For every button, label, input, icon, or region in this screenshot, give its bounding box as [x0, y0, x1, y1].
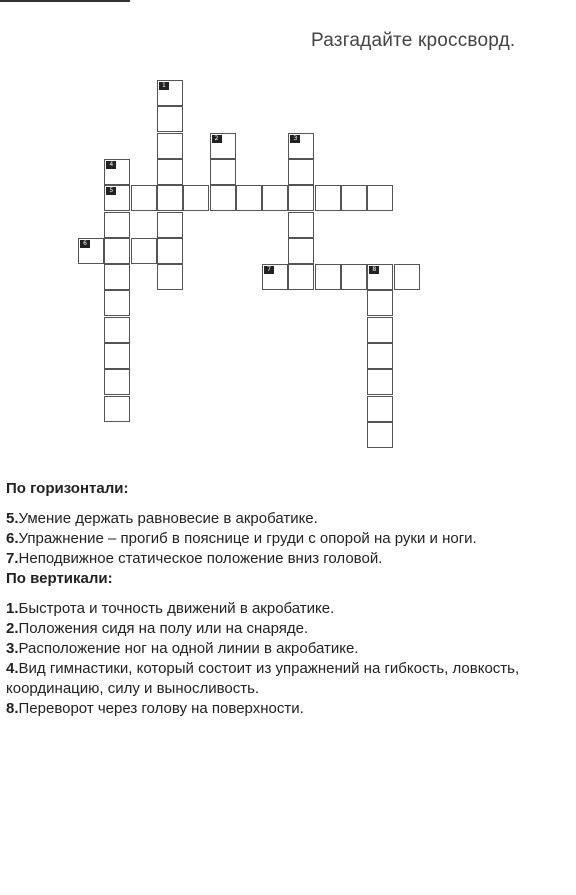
clue-down-3 — [6, 639, 571, 659]
crossword-cell[interactable] — [262, 185, 288, 211]
crossword-cell[interactable] — [157, 264, 183, 290]
crossword-cell[interactable] — [131, 238, 157, 264]
crossword-cell[interactable] — [157, 80, 183, 106]
clue-text: Положения сидя на полу или на снаряде. — [18, 620, 309, 637]
crossword-cell[interactable] — [157, 185, 183, 211]
crossword-cell[interactable] — [157, 133, 183, 159]
crossword-cell[interactable] — [104, 369, 130, 395]
crossword-cell[interactable] — [104, 212, 130, 238]
clue-number-badge: 1 — [159, 82, 169, 90]
crossword-cell[interactable] — [288, 159, 314, 185]
clue-text: Неподвижное статическое положение вниз головой. — [18, 550, 383, 567]
crossword-cell[interactable] — [157, 106, 183, 132]
horizontal-clues — [6, 509, 571, 569]
crossword-cell[interactable] — [367, 185, 393, 211]
clue-number-badge: 4 — [106, 161, 116, 169]
crossword-cell[interactable] — [288, 238, 314, 264]
crossword-cell[interactable] — [236, 185, 262, 211]
crossword-cell[interactable] — [157, 212, 183, 238]
clue-down-1 — [6, 599, 571, 619]
vertical-clues — [6, 599, 571, 719]
crossword-cell[interactable] — [210, 133, 236, 159]
crossword-cell[interactable] — [367, 422, 393, 448]
clue-across-5 — [6, 509, 571, 529]
crossword-cell[interactable] — [131, 185, 157, 211]
crossword-cell[interactable] — [315, 264, 341, 290]
clue-down-8 — [6, 699, 571, 719]
crossword-cell[interactable] — [104, 343, 130, 369]
crossword-cell[interactable] — [104, 290, 130, 316]
crossword-cell[interactable] — [157, 238, 183, 264]
crossword-cell[interactable] — [288, 212, 314, 238]
clue-number: 1. — [6, 600, 19, 617]
crossword-cell[interactable] — [315, 185, 341, 211]
crossword-cell[interactable] — [288, 264, 314, 290]
crossword-cell[interactable] — [367, 317, 393, 343]
crossword-cell[interactable] — [183, 185, 209, 211]
clue-down-4 — [6, 659, 571, 699]
clue-number-badge: 6 — [80, 240, 90, 248]
crossword-cell[interactable] — [104, 317, 130, 343]
clue-across-7 — [6, 549, 571, 569]
crossword-cell[interactable] — [104, 185, 130, 211]
clue-text: Расположение ног на одной линии в акробатике. — [18, 640, 359, 657]
crossword-cell[interactable] — [367, 396, 393, 422]
crossword-cell[interactable] — [288, 133, 314, 159]
crossword-cell[interactable] — [394, 264, 420, 290]
crossword-cell[interactable] — [367, 290, 393, 316]
clue-text: Быстрота и точность движений в акробатике. — [18, 600, 335, 617]
vertical-header: По вертикали: — [6, 570, 113, 587]
clue-number-badge: 8 — [369, 266, 379, 274]
page-title: Разгадайте кроссворд. — [311, 30, 516, 51]
clue-text: Вид гимнастики, который состоит из упражнений на гибкость, ловкость, координацию, силу и выносливость. — [6, 660, 520, 697]
clue-number: 7. — [6, 550, 19, 567]
crossword-cell[interactable] — [104, 238, 130, 264]
clue-down-2 — [6, 619, 571, 639]
clue-number-badge: 7 — [264, 266, 274, 274]
horizontal-header: По горизонтали: — [6, 480, 129, 497]
clue-text: Упражнение – прогиб в пояснице и груди с опорой на руки и ноги. — [18, 530, 477, 547]
clue-number-badge: 2 — [212, 135, 222, 143]
clues-section — [6, 479, 571, 719]
crossword-cell[interactable] — [288, 185, 314, 211]
clue-number-badge: 3 — [290, 135, 300, 143]
crossword-cell[interactable] — [341, 264, 367, 290]
clue-text: Переворот через голову на поверхности. — [18, 700, 304, 717]
crossword-cell[interactable] — [104, 159, 130, 185]
clue-number: 4. — [6, 660, 19, 677]
crossword-cell[interactable] — [367, 264, 393, 290]
clue-number: 3. — [6, 640, 19, 657]
crossword-cell[interactable] — [157, 159, 183, 185]
crossword-cell[interactable] — [104, 396, 130, 422]
crossword-cell[interactable] — [367, 369, 393, 395]
crossword-cell[interactable] — [104, 264, 130, 290]
crossword-cell[interactable] — [210, 159, 236, 185]
clue-number: 5. — [6, 510, 19, 527]
clue-text: Умение держать равновесие в акробатике. — [18, 510, 318, 527]
clue-number: 8. — [6, 700, 19, 717]
clue-number: 6. — [6, 530, 19, 547]
crossword-cell[interactable] — [210, 185, 236, 211]
clue-number-badge: 5 — [106, 187, 116, 195]
clue-number: 2. — [6, 620, 19, 637]
crossword-cell[interactable] — [367, 343, 393, 369]
crossword-cell[interactable] — [262, 264, 288, 290]
crossword-cell[interactable] — [341, 185, 367, 211]
crossword-cell[interactable] — [78, 238, 104, 264]
clue-across-6 — [6, 529, 571, 549]
